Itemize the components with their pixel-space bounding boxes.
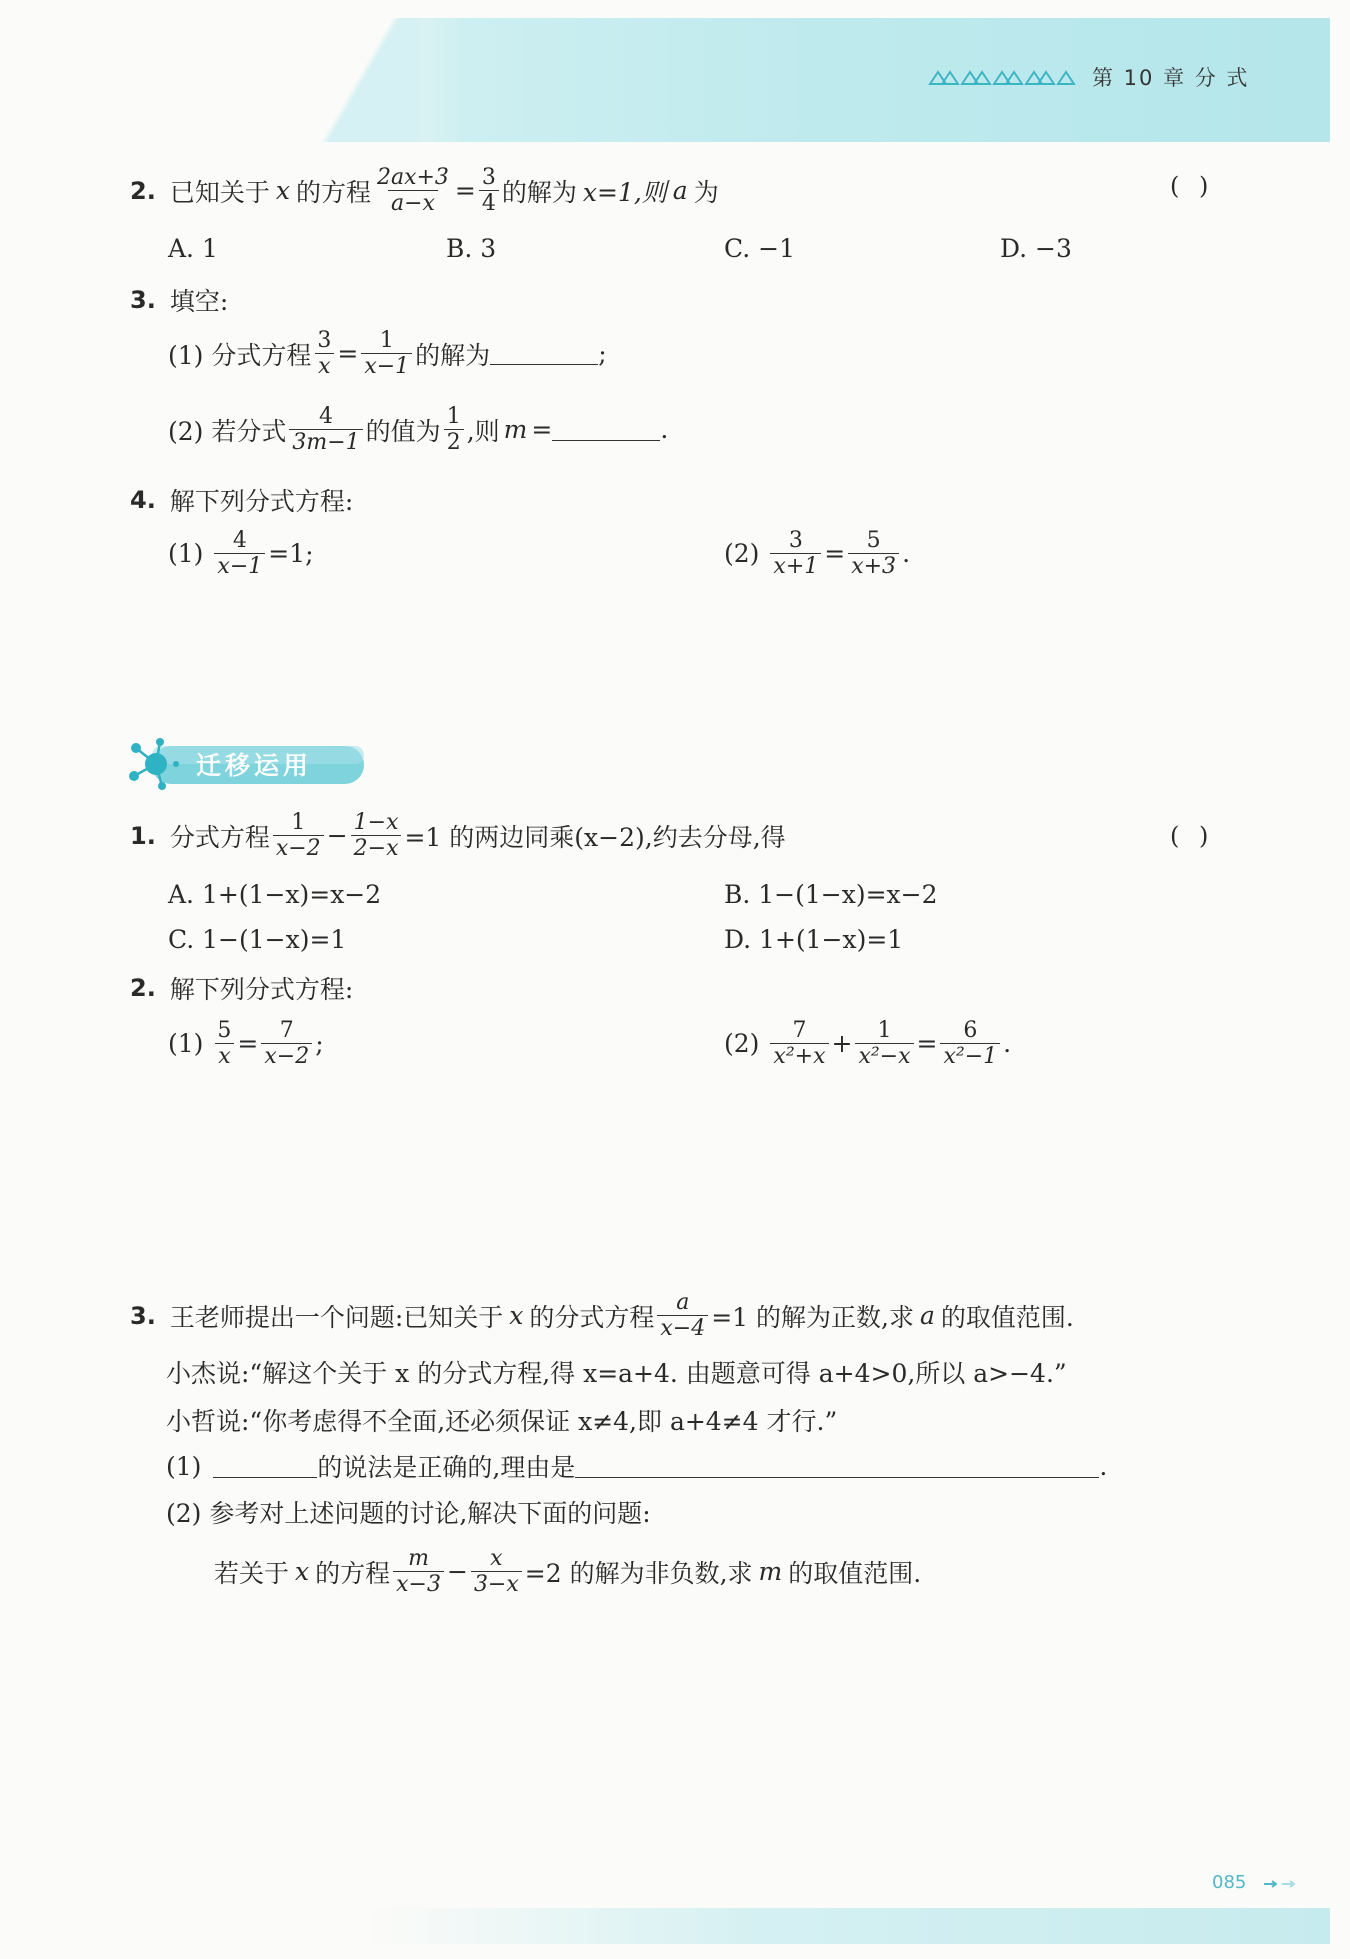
- section-title: 迁移运用: [196, 751, 313, 780]
- question-number: 1.: [130, 821, 156, 850]
- option-c: C. 1−(1−x)=1: [168, 925, 347, 954]
- question-text: 的取值范围.: [940, 1302, 1074, 1332]
- question-3-part-2: [168, 404, 668, 456]
- molecule-icon: [126, 736, 186, 792]
- fraction: $\frac{a}{x-4}$: [657, 1290, 708, 1342]
- question-3: [130, 282, 228, 318]
- question-number: 4.: [130, 486, 156, 514]
- footer-band: [370, 1908, 1330, 1944]
- question-4-part-1: [168, 528, 314, 580]
- punctuation: .: [1099, 1451, 1108, 1481]
- minus-sign: −: [326, 821, 348, 851]
- question-text: =2 的解为非负数,求: [524, 1558, 753, 1588]
- transfer-question-2: [130, 970, 353, 1006]
- part-label: (1): [166, 1451, 202, 1481]
- question-text: 的方程: [315, 1558, 391, 1588]
- part-label: (2): [724, 539, 760, 569]
- question-text: 的分式方程: [529, 1302, 655, 1332]
- question-text: 为: [693, 177, 719, 207]
- fraction: $\frac{4}{3m-1}$: [289, 404, 362, 456]
- transfer-question-1: [130, 810, 786, 862]
- fraction: $\frac{1}{\text{x²−x}}$: [855, 1018, 913, 1070]
- question-number: 2.: [130, 974, 156, 1002]
- part-label: (1): [168, 1029, 204, 1059]
- question-4-part-2: [724, 528, 910, 580]
- question-text: 的值为: [365, 416, 441, 446]
- punctuation: .: [1003, 1029, 1012, 1059]
- xiaojie-statement: 小杰说:“解这个关于 x 的分式方程,得 x=a+4. 由题意可得 a+4>0,所以 a>−4.”: [166, 1359, 1067, 1388]
- option-b: B. 3: [446, 234, 497, 263]
- option-a: A. 1: [168, 234, 218, 263]
- equals-sign: =: [824, 539, 846, 569]
- question-text: 的解为: [415, 340, 491, 370]
- answer-paren: ( ): [1170, 172, 1215, 200]
- part-label: (1) 分式方程: [168, 340, 312, 370]
- question-text: 的说法是正确的,理由是: [317, 1453, 576, 1482]
- question-4: [130, 482, 353, 518]
- transfer-question-3-part-1: [166, 1448, 1107, 1484]
- question-text: 的取值范围.: [788, 1558, 922, 1588]
- part-label: (2) 若分式: [168, 416, 287, 446]
- equals-sign: =: [531, 415, 553, 445]
- equation-tail: =1;: [268, 539, 314, 569]
- chapter-title: 第 10 章 分 式: [1092, 66, 1250, 90]
- condition: x=1,则: [582, 177, 667, 207]
- equals-sign: =: [237, 1029, 259, 1059]
- fraction: $\frac{7}{x-2}$: [261, 1018, 312, 1070]
- triangle-decoration-icon: [928, 68, 1078, 86]
- answer-blank[interactable]: [213, 1455, 317, 1478]
- question-text: ,则: [466, 416, 500, 446]
- punctuation: ;: [598, 339, 607, 369]
- variable: x: [295, 1557, 310, 1587]
- minus-sign: −: [446, 1557, 468, 1587]
- fraction: $\frac{4}{x-1}$: [214, 528, 265, 580]
- fraction: $\frac{5}{x+3}$: [848, 528, 899, 580]
- fraction: $\frac{5}{x}$: [214, 1018, 234, 1070]
- question-text: 已知关于: [169, 177, 270, 207]
- fraction: $\frac{3}{4}$: [479, 165, 499, 217]
- fraction: $\frac{1}{x-1}$: [361, 328, 412, 380]
- variable: a: [672, 176, 688, 206]
- variable: x: [275, 176, 290, 206]
- question-number: 3.: [130, 1301, 156, 1330]
- variable: m: [758, 1557, 783, 1587]
- question-3-part-1: [168, 328, 607, 380]
- question-text: 填空:: [169, 287, 229, 316]
- transfer-question-3-subproblem: [214, 1546, 921, 1598]
- reason-blank[interactable]: [575, 1455, 1099, 1478]
- answer-blank[interactable]: [490, 342, 598, 365]
- question-text: 分式方程: [169, 822, 270, 852]
- question-text: =1 的两边同乘(x−2),约去分母,得: [404, 822, 786, 852]
- variable: x: [509, 1301, 524, 1331]
- equals-sign: =: [337, 339, 359, 369]
- punctuation: ;: [315, 1029, 324, 1059]
- question-text: 的解为: [501, 177, 577, 207]
- header-chevron: [300, 18, 420, 142]
- fraction: $\frac{1}{2}$: [444, 404, 464, 456]
- fraction: $\frac{7}{\text{x²+x}}$: [770, 1018, 828, 1070]
- fraction: $\frac{3}{x+1}$: [770, 528, 821, 580]
- fraction: $\frac{6}{\text{x²−1}}$: [940, 1018, 1000, 1070]
- option-d: D. −3: [1000, 234, 1072, 263]
- answer-paren: ( ): [1170, 822, 1215, 850]
- option-a: A. 1+(1−x)=x−2: [168, 880, 382, 909]
- transfer-question-3: [130, 1290, 1074, 1342]
- punctuation: .: [660, 415, 669, 445]
- part-label: (1): [168, 539, 204, 569]
- equals-sign: =: [454, 176, 476, 206]
- arrow-decoration-icon: [1262, 1879, 1298, 1889]
- question-2: [130, 165, 719, 217]
- fraction: $\frac{3}{x}$: [314, 328, 334, 380]
- question-text: 解下列分式方程:: [169, 487, 354, 516]
- fraction: $\frac{x}{3-x}$: [471, 1546, 522, 1598]
- fraction: $\frac{1-x}{2-x}$: [351, 810, 402, 862]
- transfer-question-2-part-2: [724, 1018, 1011, 1070]
- punctuation: .: [902, 539, 911, 569]
- option-d: D. 1+(1−x)=1: [724, 925, 904, 954]
- variable: a: [919, 1301, 935, 1331]
- part-label: (2): [724, 1029, 760, 1059]
- fraction: $\frac{1}{x-2}$: [273, 810, 324, 862]
- question-text: =1 的解为正数,求: [711, 1302, 914, 1332]
- question-text: 解下列分式方程:: [169, 975, 354, 1004]
- question-text: 若关于: [214, 1558, 290, 1588]
- equals-sign: =: [916, 1029, 938, 1059]
- page-number: 085: [1212, 1872, 1247, 1893]
- transfer-question-2-part-1: [168, 1018, 324, 1070]
- question-number: 2.: [130, 176, 156, 205]
- plus-sign: +: [831, 1029, 853, 1059]
- xiaozhe-statement: 小哲说:“你考虑得不全面,还必须保证 x≠4,即 a+4≠4 才行.”: [166, 1407, 838, 1436]
- question-text: 的方程: [295, 177, 371, 207]
- answer-blank[interactable]: [552, 418, 660, 441]
- transfer-question-3-part-2: (2) 参考对上述问题的讨论,解决下面的问题:: [166, 1499, 651, 1528]
- question-text: 王老师提出一个问题:已知关于: [169, 1302, 504, 1332]
- variable: m: [503, 415, 528, 445]
- fraction: $\frac{2ax+3}{a-x}$: [376, 165, 449, 217]
- question-number: 3.: [130, 286, 156, 314]
- option-b: B. 1−(1−x)=x−2: [724, 880, 938, 909]
- fraction: $\frac{m}{x-3}$: [393, 1546, 444, 1598]
- option-c: C. −1: [724, 234, 795, 263]
